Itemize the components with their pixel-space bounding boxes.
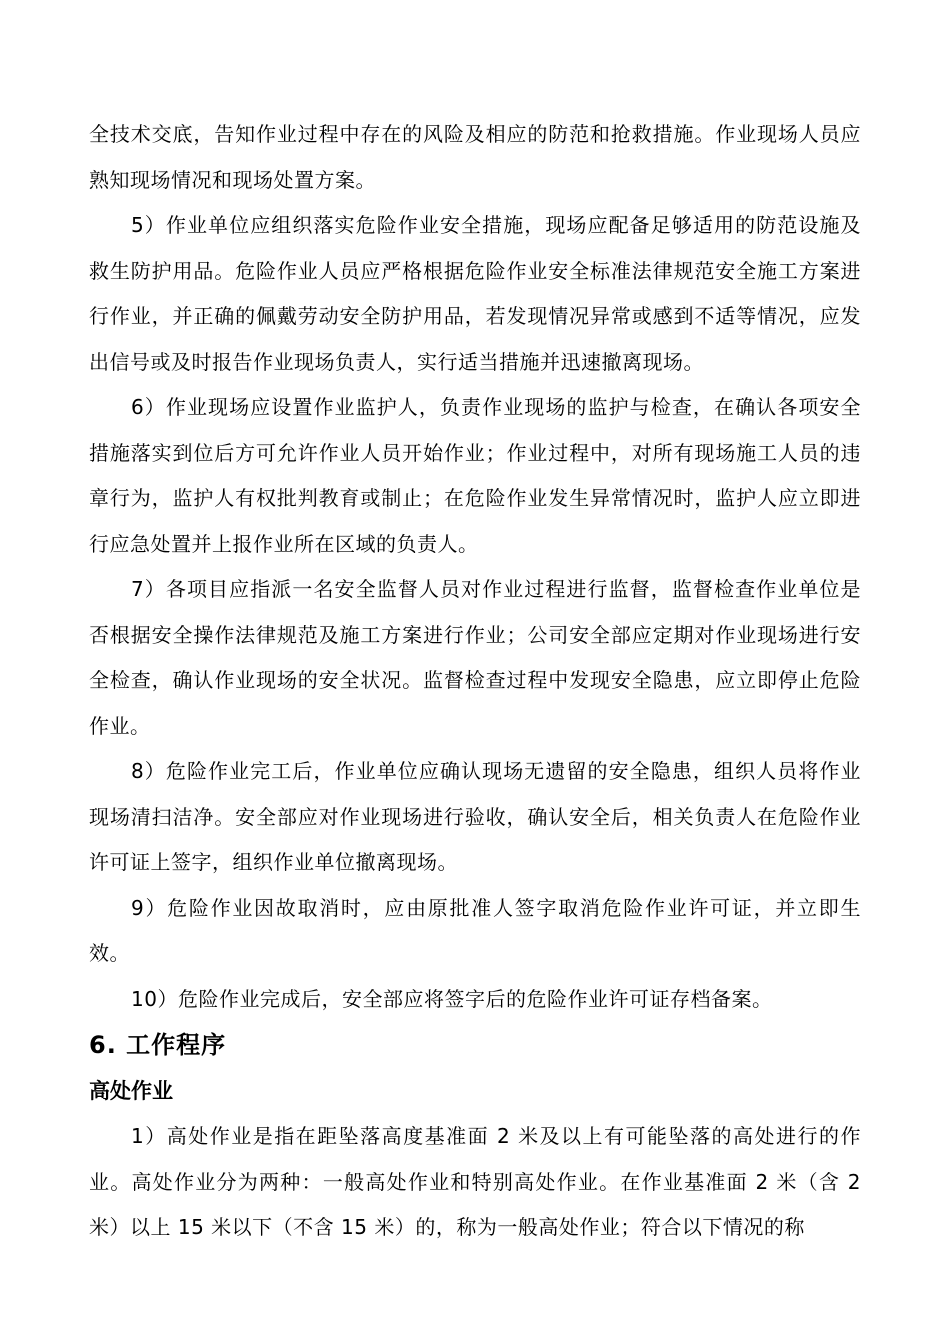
- paragraph-item-9: 9）危险作业因故取消时，应由原批准人签字取消危险作业许可证，并立即生效。: [89, 895, 861, 965]
- paragraph-high-altitude-1: 1）高处作业是指在距坠落高度基准面 2 米及以上有可能坠落的高处进行的作业。高处作业分为两种：一般高处作业和特别高处作业。在作业基准面 2 米（含 2 米）以上 15 米以下（不含 15 米）的，称为一般高处作业；符合以下情况的称: [89, 1124, 861, 1239]
- paragraph-item-10: 10）危险作业完成后，安全部应将签字后的危险作业许可证存档备案。: [131, 986, 773, 1011]
- paragraph-item-6: 6）作业现场应设置作业监护人，负责作业现场的监护与检查，在确认各项安全措施落实到位后方可允许作业人员开始作业；作业过程中，对所有现场施工人员的违章行为，监护人有权批判教育或制止；在危险作业发生异常情况时，监护人应立即进行应急处置并上报作业所在区域的负责人。: [89, 395, 861, 556]
- section-heading: 6. 工作程序: [89, 1031, 227, 1059]
- document-body: [89, 112, 861, 1251]
- paragraph-item-8: 8）危险作业完工后，作业单位应确认现场无遗留的安全隐患，组织人员将作业现场清扫洁净。安全部应对作业现场进行验收，确认安全后，相关负责人在危险作业许可证上签字，组织作业单位撤离现场。: [89, 759, 861, 874]
- subsection-heading: 高处作业: [89, 1079, 173, 1103]
- paragraph-item-7: 7）各项目应指派一名安全监督人员对作业过程进行监督，监督检查作业单位是否根据安全操作法律规范及施工方案进行作业；公司安全部应定期对作业现场进行安全检查，确认作业现场的安全状况。监督检查过程中发现安全隐患，应立即停止危险作业。: [89, 577, 861, 738]
- paragraph-continuation: 全技术交底，告知作业过程中存在的风险及相应的防范和抢救措施。作业现场人员应熟知现场情况和现场处置方案。: [89, 122, 861, 192]
- paragraph-item-5: 5）作业单位应组织落实危险作业安全措施，现场应配备足够适用的防范设施及救生防护用品。危险作业人员应严格根据危险作业安全标准法律规范安全施工方案进行作业，并正确的佩戴劳动安全防护用品，若发现情况异常或感到不适等情况，应发出信号或及时报告作业现场负责人，实行适当措施并迅速撤离现场。: [89, 213, 861, 374]
